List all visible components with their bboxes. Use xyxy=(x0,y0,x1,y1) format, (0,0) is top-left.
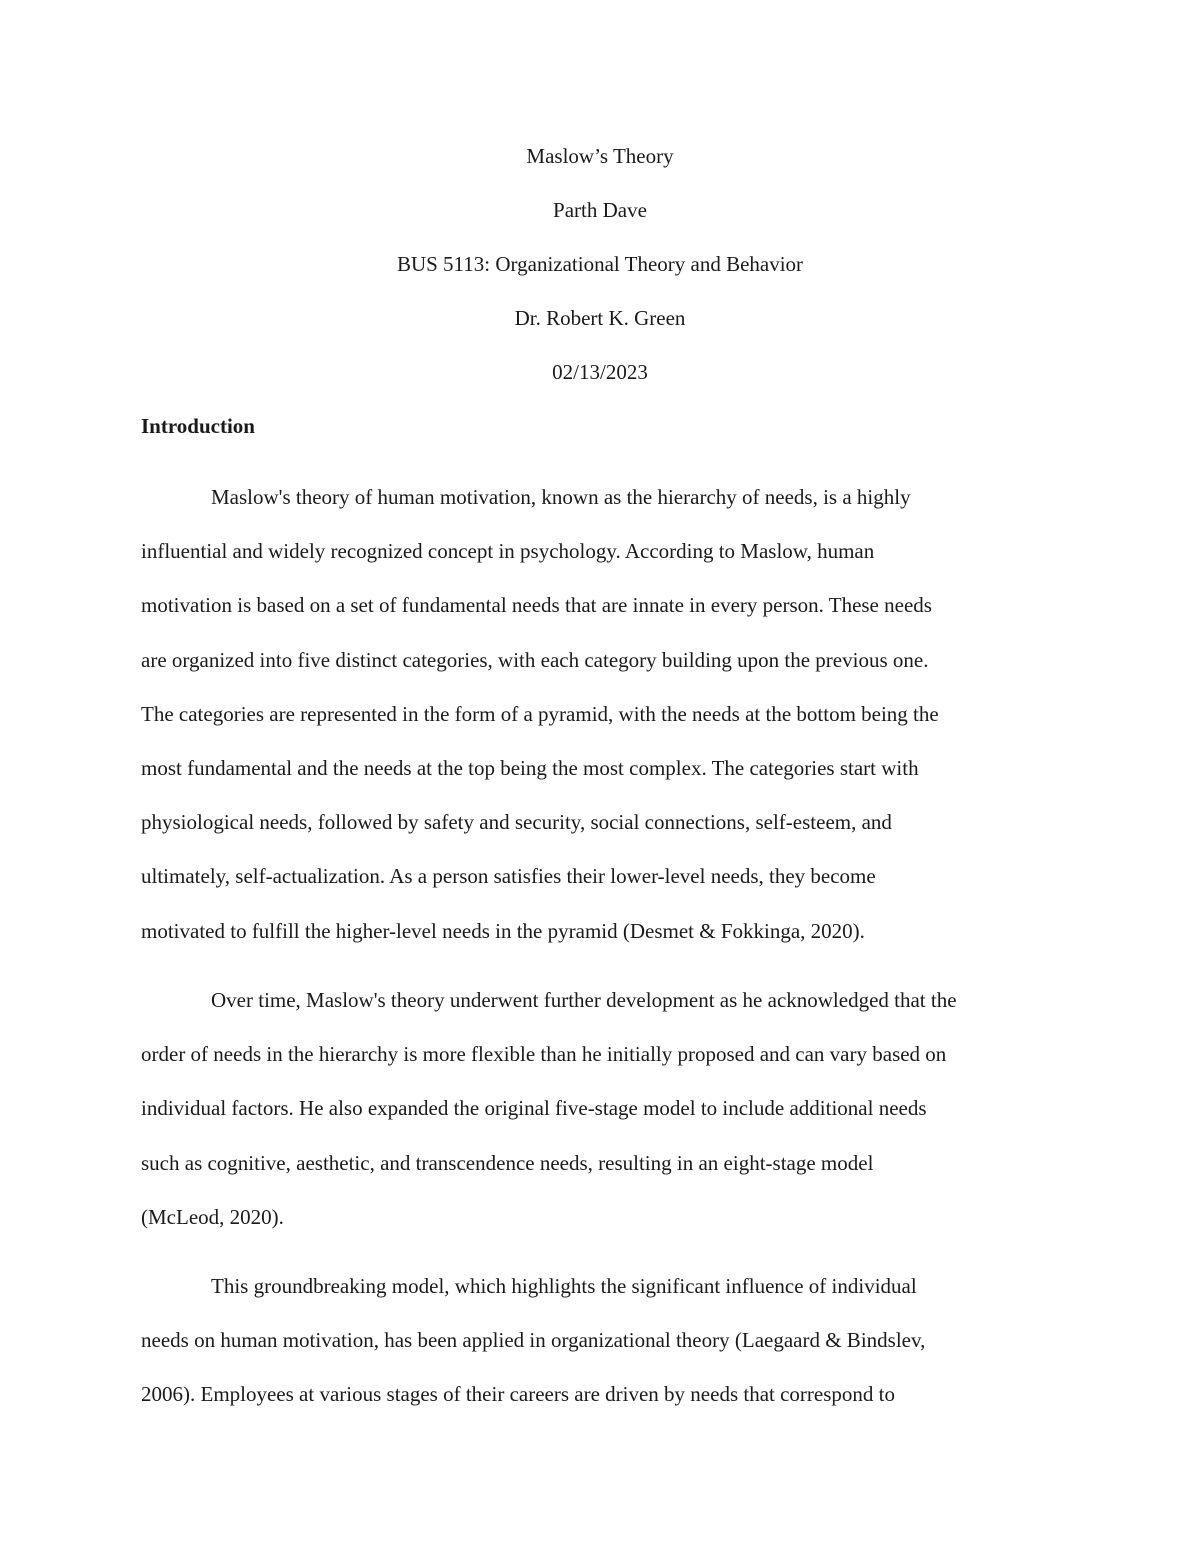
instructor-name: Dr. Robert K. Green xyxy=(514,306,686,330)
text-line: This groundbreaking model, which highlights the significant influence of individual xyxy=(211,1274,917,1298)
text-line: Over time, Maslow's theory underwent further development as he acknowledged that the xyxy=(211,988,957,1012)
paper-title: Maslow’s Theory xyxy=(526,144,674,168)
paragraph xyxy=(141,1270,1061,1433)
author-name: Parth Dave xyxy=(553,198,647,222)
text-line: ultimately, self-actualization. As a person satisfies their lower-level needs, they become xyxy=(141,864,876,889)
text-line: motivation is based on a set of fundamental needs that are innate in every person. These needs xyxy=(141,593,932,618)
text-line: such as cognitive, aesthetic, and transcendence needs, resulting in an eight-stage model xyxy=(141,1150,874,1175)
text-line: influential and widely recognized concept in psychology. According to Maslow, human xyxy=(141,539,875,564)
text-line: individual factors. He also expanded the original five-stage model to include additional needs xyxy=(141,1096,927,1121)
paragraph xyxy=(141,984,1061,1255)
title-block xyxy=(0,140,1200,410)
text-line: are organized into five distinct categories, with each category building upon the previous one. xyxy=(141,647,929,672)
submission-date: 02/13/2023 xyxy=(552,360,648,384)
paragraph xyxy=(141,481,1061,969)
text-line: The categories are represented in the form of a pyramid, with the needs at the bottom being the xyxy=(141,701,939,726)
text-line: order of needs in the hierarchy is more flexible than he initially proposed and can vary based on xyxy=(141,1042,947,1067)
text-line: needs on human motivation, has been applied in organizational theory (Laegaard & Bindslev, xyxy=(141,1328,926,1353)
section-heading: Introduction xyxy=(141,414,255,438)
text-line: physiological needs, followed by safety and security, social connections, self-esteem, and xyxy=(141,810,892,835)
text-line: motivated to fulfill the higher-level needs in the pyramid (Desmet & Fokkinga, 2020). xyxy=(141,918,865,943)
course-name: BUS 5113: Organizational Theory and Behavior xyxy=(396,252,804,276)
text-line: Maslow's theory of human motivation, known as the hierarchy of needs, is a highly xyxy=(211,485,911,509)
text-line: most fundamental and the needs at the top being the most complex. The categories start with xyxy=(141,755,919,780)
text-line: (McLeod, 2020). xyxy=(141,1204,284,1229)
text-line: 2006). Employees at various stages of their careers are driven by needs that correspond to xyxy=(141,1382,895,1407)
